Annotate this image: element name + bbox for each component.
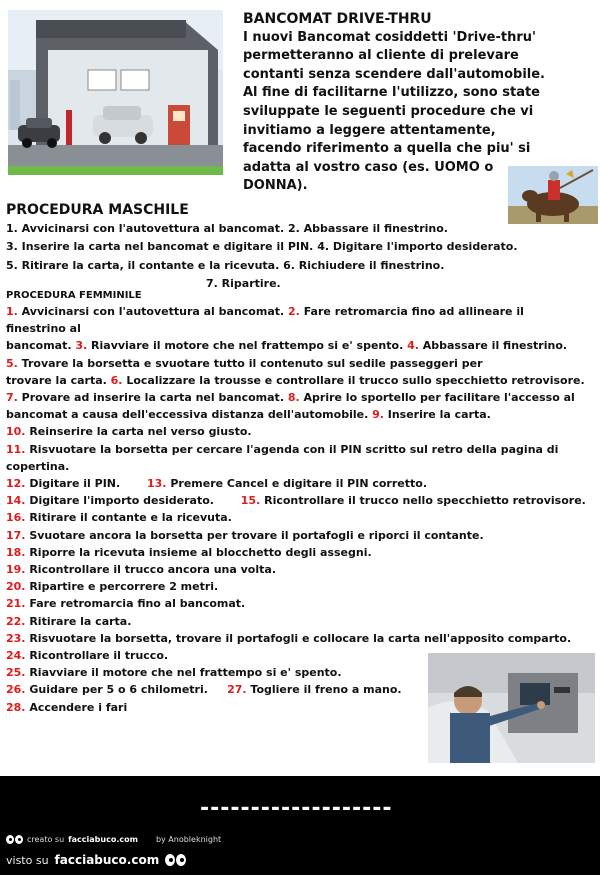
step-text: Digitare il PIN. — [25, 477, 147, 491]
step-text: Premere Cancel e digitare il PIN corretto. — [166, 477, 427, 491]
step-text: Ripartire e percorrere 2 metri. — [25, 580, 219, 594]
female-step-line — [6, 320, 596, 337]
female-step-line — [6, 527, 596, 544]
step-number: 12. — [6, 477, 26, 491]
created-label: creato su — [27, 835, 65, 844]
step-number: 13. — [147, 477, 167, 491]
step-text: finestrino al — [6, 322, 81, 336]
female-step-line — [6, 544, 596, 561]
intro-line: adatta al vostro caso (es. UOMO o — [243, 159, 494, 175]
site-link-small[interactable]: facciabuco.com — [68, 835, 138, 844]
intro-line: facendo riferimento a quella che piu' si — [243, 141, 531, 157]
female-step-line — [6, 337, 596, 354]
male-procedure-steps — [6, 220, 596, 293]
step-number: 27. — [227, 683, 247, 697]
medieval-knight-on-horse — [508, 166, 598, 224]
visto-label: visto su — [6, 853, 49, 867]
intro-line: sviluppate le seguenti procedure che vi — [243, 103, 534, 119]
step-text: Riavviare il motore che nel frattempo si e' spento. — [87, 339, 408, 353]
step-text: Avvicinarsi con l'autovettura al bancomat. — [17, 305, 289, 318]
step-number: 11. — [6, 442, 26, 456]
step-number: 10. — [6, 425, 26, 439]
drive-thru-bank-illustration — [8, 10, 223, 175]
author-credit: by Anobleknight — [155, 835, 222, 844]
step-text: Ritirare la carta. — [25, 614, 132, 628]
intro-line: contanti senza scendere dall'automobile. — [243, 66, 545, 82]
female-step-line — [6, 595, 596, 612]
step-text: Accendere i fari — [25, 700, 128, 714]
credit-line — [6, 835, 221, 844]
man-at-atm-from-car — [428, 653, 595, 763]
female-step-line — [6, 630, 596, 647]
step-text: Risvuotare la borsetta, trovare il portafogli e collocare la carta nell'apposito comparto. — [25, 631, 572, 645]
intro-line: Al fine di facilitarne l'utilizzo, sono state — [243, 85, 541, 101]
visto-line — [6, 853, 186, 867]
step-number: 4. — [407, 339, 419, 353]
step-number: 8. — [287, 391, 300, 405]
step-text: Aprire lo sportello per facilitare l'accesso al — [299, 391, 575, 405]
step-text: Abbassare il finestrino. — [418, 339, 568, 353]
intro-line: I nuovi Bancomat cosiddetti 'Drive-thru' — [243, 29, 537, 45]
step-text: Inserire la carta. — [383, 408, 491, 422]
step-text: bancomat. — [6, 339, 76, 353]
step-text: Ritirare il contante e la ricevuta. — [25, 511, 232, 525]
female-step-line — [6, 406, 596, 423]
step-text: Reinserire la carta nel verso giusto. — [25, 425, 252, 439]
female-step-line — [6, 423, 596, 440]
step-text: Trovare la borsetta e svuotare tutto il contenuto sul sedile passeggeri per — [17, 356, 483, 370]
step-number: 17. — [6, 528, 26, 542]
step-number: 26. — [6, 683, 26, 697]
female-step-line — [6, 372, 596, 389]
female-step-line — [6, 303, 596, 320]
step-number: 16. — [6, 511, 26, 525]
female-step-line — [6, 355, 596, 372]
facciabuco-eyes-icon — [165, 854, 186, 866]
step-text: Ricontrollare il trucco ancora una volta. — [25, 563, 276, 577]
female-step-line — [6, 389, 596, 406]
step-number: 14. — [6, 494, 26, 508]
male-step-line: 1. Avvicinarsi con l'autovettura al bancomat. 2. Abbassare il finestrino. — [6, 222, 448, 235]
step-text: Riavviare il motore che nel frattempo si e' spento. — [25, 666, 342, 680]
step-text: Risvuotare la borsetta per cercare l'agenda con il PIN scritto sul retro della pagina di — [25, 442, 559, 456]
female-step-line — [6, 509, 596, 526]
step-text: Togliere il freno a mano. — [246, 683, 402, 697]
step-number: 21. — [6, 597, 26, 611]
step-number: 25. — [6, 666, 26, 680]
step-number: 23. — [6, 631, 26, 645]
step-number: 1. — [6, 305, 18, 318]
intro-line: permetteranno al cliente di prelevare — [243, 48, 519, 64]
male-step-line: 7. Ripartire. — [206, 276, 281, 290]
step-text: Ricontrollare il trucco nello specchietto retrovisore. — [260, 494, 586, 508]
step-number: 7. — [6, 391, 18, 405]
site-link[interactable]: facciabuco.com — [54, 853, 160, 867]
step-text: Riporre la ricevuta insieme al blocchetto degli assegni. — [25, 545, 372, 559]
step-number: 3. — [75, 339, 88, 353]
step-text: Guidare per 5 o 6 chilometri. — [25, 683, 228, 697]
female-procedure-title: PROCEDURA FEMMINILE — [6, 290, 142, 301]
step-text: bancomat a causa dell'eccessiva distanza dell'automobile. — [6, 408, 373, 422]
female-step-line — [6, 613, 596, 630]
step-text: Digitare l'importo desiderato. — [25, 494, 241, 508]
facciabuco-eyes-icon — [6, 835, 23, 844]
female-step-line — [6, 561, 596, 578]
step-text: Fare retromarcia fino ad allineare il — [299, 305, 524, 318]
female-step-line — [6, 492, 596, 509]
step-text: Localizzare la trousse e controllare il trucco sullo specchietto retrovisore. — [122, 373, 585, 387]
step-number: 6. — [110, 373, 123, 387]
male-step-line: 3. Inserire la carta nel bancomat e digitare il PIN. 4. Digitare l'importo desiderato. — [6, 240, 518, 254]
step-number: 15. — [240, 494, 261, 508]
intro-line: invitiamo a leggere attentamente, — [243, 122, 496, 138]
step-number: 28. — [6, 700, 26, 714]
step-text: copertina. — [6, 459, 70, 473]
step-text: Provare ad inserire la carta nel bancomat. — [17, 391, 288, 405]
step-text: Svuotare ancora la borsetta per trovare il portafogli e riporci il contante. — [25, 528, 484, 542]
step-number: 24. — [6, 649, 26, 663]
step-text: Fare retromarcia fino al bancomat. — [25, 597, 246, 611]
step-text: Ricontrollare il trucco. — [25, 649, 169, 663]
step-number: 19. — [6, 563, 26, 577]
divider-dashes: ------------------- — [200, 796, 393, 821]
step-number: 2. — [288, 305, 300, 318]
female-step-line — [6, 475, 596, 492]
intro-line: DONNA). — [243, 178, 308, 194]
female-step-line — [6, 458, 596, 475]
footer — [0, 776, 600, 875]
step-text: trovare la carta. — [6, 373, 111, 387]
step-number: 20. — [6, 580, 26, 594]
step-number: 22. — [6, 614, 26, 628]
step-number: 9. — [372, 408, 384, 422]
step-number: 5. — [6, 356, 18, 370]
female-step-line — [6, 441, 596, 458]
female-step-line — [6, 578, 596, 595]
intro-title: BANCOMAT DRIVE-THRU — [243, 11, 432, 27]
male-step-line: 5. Ritirare la carta, il contante e la ricevuta. 6. Richiudere il finestrino. — [6, 258, 445, 272]
step-number: 18. — [6, 545, 26, 559]
male-procedure-title: PROCEDURA MASCHILE — [6, 202, 189, 218]
